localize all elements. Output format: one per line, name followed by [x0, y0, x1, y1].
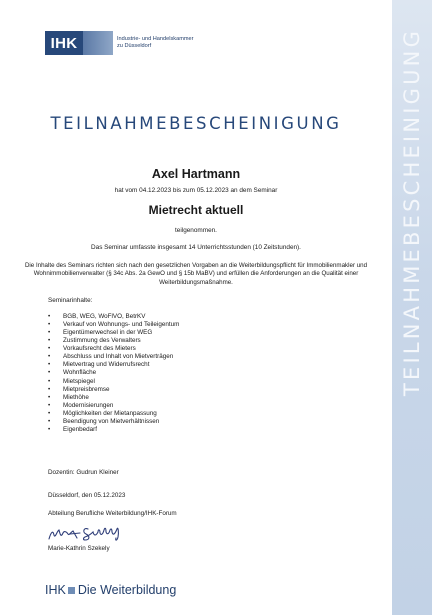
hours-text: Das Seminar umfasste insgesamt 14 Unterrichtsstunden (10 Zeitstunden). — [91, 244, 301, 251]
participant-name: Axel Hartmann — [151, 167, 241, 181]
course-title: Mietrecht aktuell — [148, 203, 244, 217]
list-item: • Beendigung von Mietverhältnissen — [48, 418, 179, 426]
list-item: • Verkauf von Wohnungs- und Teileigentum — [48, 321, 179, 329]
list-item: • Eigentümerwechsel in der WEG — [48, 329, 179, 337]
ihk-logo — [45, 30, 193, 56]
certificate-page: TEILNAHMEBESCHEINIGUNG IHK Industrie- und Handelskammer zu Düsseldorf TEILNAHMEBESCHEINIGUNG Axel Hartmann hat vom 04.12.2023 bis zum 05.12.2023 an dem Seminar Mietrecht aktuell teilgenommen. Das Seminar umfasste insgesamt 14 Unterrichtsstunden (10 Zeitstunden). Die Inhalte des Seminars richten sich nach den gesetzlichen Vorgaben an die Weiterbildungspflicht für Immobilienmakler und Wohnimmobilienverwalter (§ 34c Abs. 2a GewO und § 15b MaBV) und erfüllen die Anforderungen an die Qualität einer Weiterbildungsmaßnahme. Seminarinhalte: • BGB, WEG, WoFlVO, BetrKV • Verkauf von Wohnungs- und Teileigentum • Eigentümerwechsel in der WEG • Zustimmung des Verwalters • Vorkaufsrecht des Mieters • Abschluss und Inhalt von Mietverträgen • Mietvertrag und Widerrufsrecht • Wohnfläche • Mietspiegel • Mietpreisbremse • Miethöhe • Modernisierungen • Möglichkeiten der Mietanpassung • Beendigung von Mietverhältnissen • Eigenbedarf Dozentin: Gudrun Kleiner Düsseldorf, den 05.12.2023 Abteilung Berufliche Weiterbildung/IHK-Forum Marie-Kathrin Szekely IHK Die Weiterbildung — [0, 0, 432, 615]
ihk-logo-text: Industrie- und Handelskammer zu Düsseldorf — [117, 36, 194, 49]
list-item: • Eigenbedarf — [48, 426, 179, 434]
topics-list — [48, 313, 179, 434]
lecturer: Dozentin: Gudrun Kleiner — [48, 469, 119, 476]
footer-suffix: Die Weiterbildung — [77, 583, 177, 597]
list-item: • Vorkaufsrecht des Mieters — [48, 345, 179, 353]
list-item: • Abschluss und Inhalt von Mietverträgen — [48, 353, 179, 361]
signer-name: Marie-Kathrin Szekely — [48, 545, 110, 552]
list-item: • Mietvertrag und Widerrufsrecht — [48, 361, 179, 369]
footer-logo — [45, 583, 176, 597]
place-date: Düsseldorf, den 05.12.2023 — [48, 492, 126, 499]
date-line: hat vom 04.12.2023 bis zum 05.12.2023 an dem Seminar — [114, 187, 278, 194]
list-item: • Wohnfläche — [48, 369, 179, 377]
ihk-logo-bar — [83, 31, 113, 55]
ihk-logo-mark: IHK — [45, 31, 83, 55]
topics-label: Seminarinhalte: — [48, 297, 93, 304]
participated-text: teilgenommen. — [175, 227, 217, 234]
footer-brand: IHK — [45, 583, 66, 597]
list-item: • Möglichkeiten der Mietanpassung — [48, 410, 179, 418]
list-item: • Zustimmung des Verwalters — [48, 337, 179, 345]
handwritten-signature — [46, 520, 126, 544]
department: Abteilung Berufliche Weiterbildung/IHK-Forum — [48, 510, 177, 517]
certificate-title: TEILNAHMEBESCHEINIGUNG — [50, 114, 342, 133]
list-item: • Mietpreisbremse — [48, 386, 179, 394]
list-item: • Mietspiegel — [48, 378, 179, 386]
list-item: • Miethöhe — [48, 394, 179, 402]
legal-paragraph: Die Inhalte des Seminars richten sich nach den gesetzlichen Vorgaben an die Weiterbildungspflicht für Immobilienmakler und Wohnimmobilienverwalter (§ 34c Abs. 2a GewO und § 15b MaBV) und erfüllen die Anforderungen an die Qualität einer Weiterbildungsmaßnahme. — [24, 262, 368, 286]
list-item: • Modernisierungen — [48, 402, 179, 410]
square-icon — [68, 587, 75, 594]
list-item: • BGB, WEG, WoFlVO, BetrKV — [48, 313, 179, 321]
